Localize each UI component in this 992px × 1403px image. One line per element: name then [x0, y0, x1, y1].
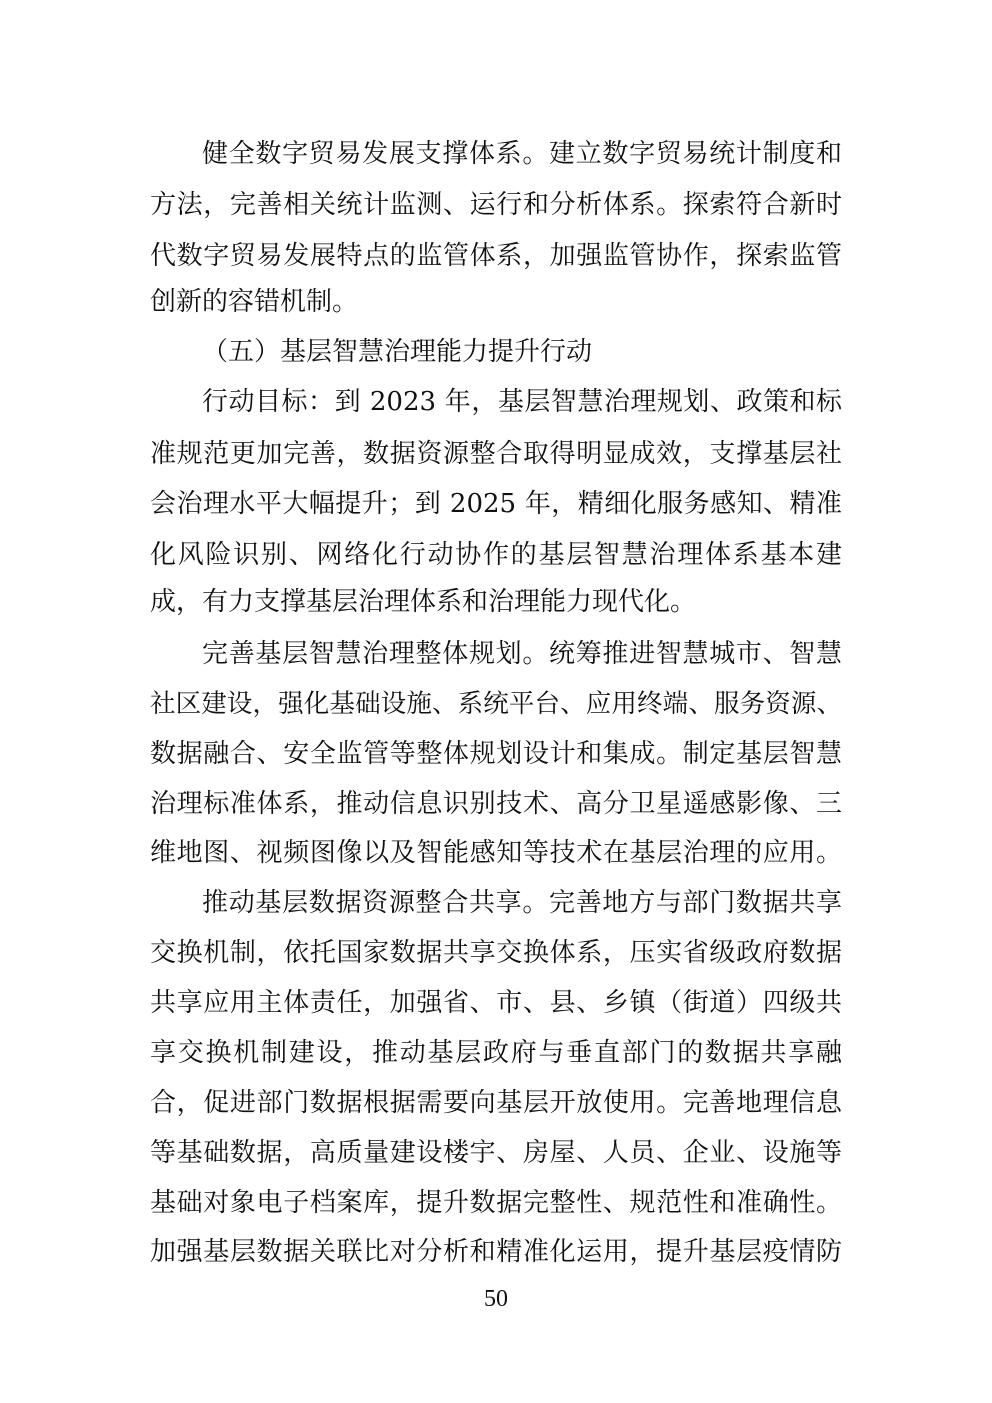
- text-line: 创新的容错机制。: [150, 287, 359, 317]
- text-line: 完善基层智慧治理整体规划。统筹推进智慧城市、智慧: [202, 639, 842, 669]
- text-line: 准规范更加完善，数据资源整合取得明显成效，支撑基层社: [150, 439, 842, 469]
- text-line: 治理标准体系，推动信息识别技术、高分卫星遥感影像、三: [150, 789, 842, 819]
- text-line: 代数字贸易发展特点的监管体系，加强监管协作，探索监管: [150, 241, 842, 271]
- text-line: 化风险识别、网络化行动协作的基层智慧治理体系基本建: [150, 540, 842, 570]
- text-line: 等基础数据，高质量建设楼宇、房屋、人员、企业、设施等: [150, 1138, 842, 1168]
- text-line: 交换机制，依托国家数据共享交换体系，压实省级政府数据: [150, 938, 842, 968]
- page-number: 50: [484, 1286, 508, 1312]
- text-line: 行动目标：到 2023 年，基层智慧治理规划、政策和标: [202, 387, 842, 417]
- text-line: 享交换机制建设，推动基层政府与垂直部门的数据共享融: [150, 1038, 842, 1068]
- section-heading: （五）基层智慧治理能力提升行动: [202, 337, 593, 367]
- text-line: 合，促进部门数据根据需要向基层开放使用。完善地理信息: [150, 1088, 842, 1118]
- text-line: 共享应用主体责任，加强省、市、县、乡镇（街道）四级共: [150, 988, 842, 1018]
- text-line: 维地图、视频图像以及智能感知等技术在基层治理的应用。: [150, 838, 842, 868]
- text-line: 健全数字贸易发展支撑体系。建立数字贸易统计制度和: [202, 139, 842, 169]
- text-line: 数据融合、安全监管等整体规划设计和集成。制定基层智慧: [150, 739, 842, 769]
- text-line: 社区建设，强化基础设施、系统平台、应用终端、服务资源、: [150, 689, 842, 719]
- text-line: 会治理水平大幅提升；到 2025 年，精细化服务感知、精准: [150, 489, 842, 519]
- text-line: 基础对象电子档案库，提升数据完整性、规范性和准确性。: [150, 1188, 842, 1218]
- text-line: 加强基层数据关联比对分析和精准化运用，提升基层疫情防: [150, 1237, 842, 1267]
- text-line: 推动基层数据资源整合共享。完善地方与部门数据共享: [202, 888, 842, 918]
- text-line: 方法，完善相关统计监测、运行和分析体系。探索符合新时: [150, 190, 842, 220]
- text-line: 成，有力支撑基层治理体系和治理能力现代化。: [150, 587, 697, 617]
